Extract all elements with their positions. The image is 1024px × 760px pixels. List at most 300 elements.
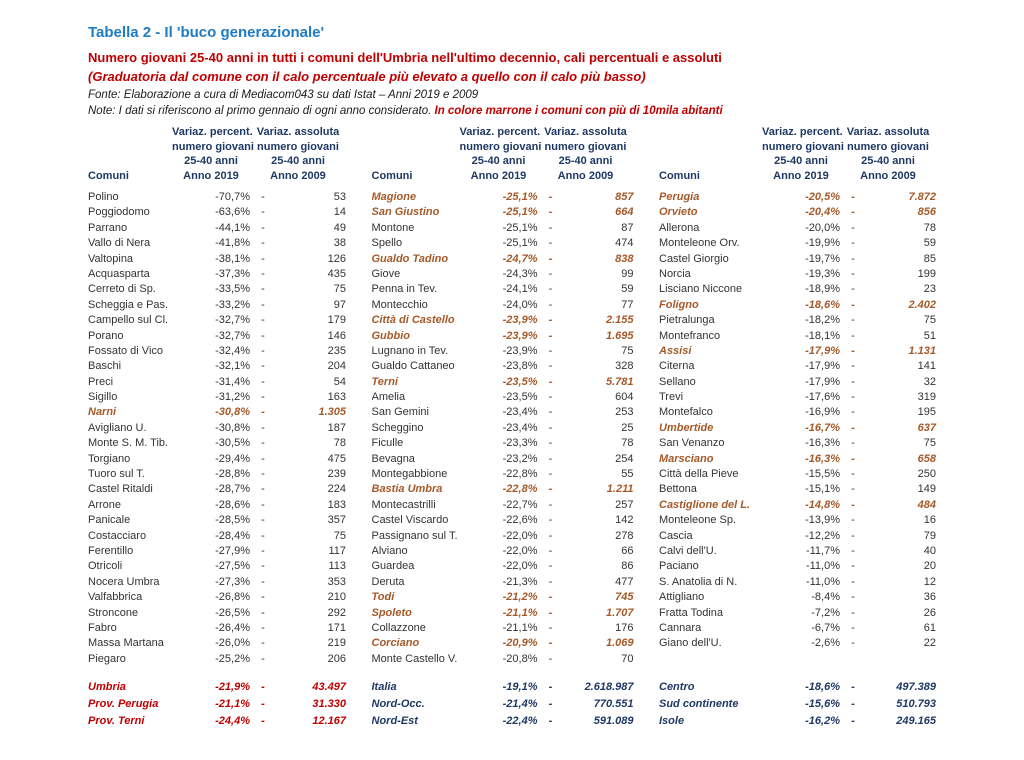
minus-sign: - — [261, 391, 265, 404]
variaz-percent-value: -15,1% — [805, 483, 840, 496]
variaz-percent-value: -11,0% — [805, 575, 840, 588]
comune-name: Monte Castello V. — [371, 652, 458, 665]
comune-name: Scheggia e Pas. — [88, 298, 169, 311]
table-row — [88, 513, 346, 528]
variaz-assoluta-value: 54 — [333, 375, 346, 388]
variaz-percent-value: -23,5% — [502, 391, 538, 404]
comune-name: Valfabbrica — [88, 591, 143, 604]
variaz-percent-value: -22,0% — [502, 529, 538, 542]
comuni-rows — [659, 190, 936, 668]
summary-rows — [659, 679, 936, 730]
minus-sign: - — [851, 514, 855, 527]
table-row — [372, 375, 634, 390]
comune-name: Polino — [88, 191, 119, 203]
minus-sign: - — [261, 283, 265, 296]
variaz-assoluta-value: 658 — [917, 452, 936, 465]
table-row — [372, 452, 634, 467]
comune-name: Sud continente — [659, 698, 739, 710]
minus-sign: - — [261, 267, 265, 280]
table-row — [372, 559, 634, 574]
variaz-assoluta-value: 23 — [923, 283, 936, 296]
comune-name: Monteleone Orv. — [659, 237, 740, 250]
comune-name: Magione — [371, 191, 417, 203]
variaz-assoluta-value: 59 — [923, 237, 936, 250]
table-row — [88, 375, 346, 390]
comune-name: Porano — [88, 329, 124, 342]
column-header-variaz-percent — [172, 125, 254, 183]
comune-name: Spoleto — [371, 606, 412, 619]
variaz-assoluta-value: 70 — [621, 652, 634, 665]
table-row — [372, 575, 634, 590]
header-line: 25-40 anni — [184, 155, 238, 167]
variaz-assoluta-value: 171 — [327, 621, 346, 634]
variaz-percent-value: -31,4% — [215, 375, 250, 388]
comune-name: Fossato di Vico — [88, 344, 164, 357]
variaz-assoluta-value: 1.305 — [318, 406, 346, 419]
table-row — [372, 298, 634, 313]
table-row — [372, 221, 634, 236]
variaz-assoluta-value: 7.872 — [908, 191, 936, 203]
variaz-assoluta-value: 22 — [923, 637, 936, 650]
minus-sign: - — [261, 406, 265, 419]
variaz-percent-value: -22,6% — [502, 514, 538, 527]
table-row — [659, 221, 936, 236]
header-line: Variaz. assoluta — [544, 126, 627, 138]
minus-sign: - — [851, 206, 855, 219]
table-row — [88, 452, 346, 467]
variaz-assoluta-value: 353 — [327, 575, 346, 588]
variaz-percent-value: -27,9% — [215, 544, 250, 557]
table-row — [88, 405, 346, 420]
variaz-assoluta-value: 195 — [917, 406, 936, 419]
table-row — [88, 482, 346, 497]
table-group-1 — [88, 125, 346, 730]
table-row — [659, 606, 936, 621]
header-line: Variaz. percent. — [762, 126, 843, 138]
variaz-assoluta-value: 497.389 — [896, 681, 936, 693]
variaz-percent-value: -23,2% — [502, 452, 538, 465]
minus-sign: - — [261, 621, 265, 634]
variaz-assoluta-value: 319 — [917, 391, 936, 404]
comune-name: Marsciano — [659, 452, 714, 465]
table-row — [659, 636, 936, 651]
header-line: 25-40 anni — [861, 155, 915, 167]
table-group-2 — [372, 125, 634, 730]
table-row — [88, 679, 346, 696]
minus-sign: - — [261, 421, 265, 434]
variaz-assoluta-value: 253 — [615, 406, 634, 419]
minus-sign: - — [851, 191, 855, 203]
minus-sign: - — [261, 206, 265, 219]
comune-name: Citerna — [659, 360, 695, 373]
comune-name: Avigliano U. — [88, 421, 147, 434]
table-row — [88, 652, 346, 667]
variaz-assoluta-value: 1.131 — [908, 344, 936, 357]
minus-sign: - — [548, 191, 553, 203]
minus-sign: - — [548, 529, 553, 542]
variaz-assoluta-value: 435 — [327, 267, 346, 280]
variaz-percent-value: -7,2% — [811, 606, 840, 619]
table-row — [372, 405, 634, 420]
variaz-percent-value: -31,2% — [215, 391, 250, 404]
comune-name: Piegaro — [88, 652, 126, 665]
variaz-assoluta-value: 1.695 — [605, 329, 634, 342]
minus-sign: - — [548, 575, 553, 588]
minus-sign: - — [548, 391, 553, 404]
comune-name: Corciano — [371, 637, 420, 650]
minus-sign: - — [851, 637, 855, 650]
comune-name: Spello — [371, 237, 403, 250]
comune-name: Massa Martana — [88, 637, 164, 650]
comune-name: Nord-Est — [371, 715, 418, 727]
comune-name: Monte S. M. Tib. — [88, 437, 169, 450]
comune-name: Città della Pieve — [659, 468, 739, 481]
variaz-assoluta-value: 25 — [621, 421, 634, 434]
variaz-percent-value: -11,0% — [805, 560, 840, 573]
table-row — [372, 436, 634, 451]
variaz-percent-value: -6,7% — [811, 621, 840, 634]
minus-sign: - — [261, 344, 265, 357]
variaz-percent-value: -32,7% — [215, 314, 250, 327]
comune-name: Alviano — [371, 544, 408, 557]
variaz-percent-value: -16,3% — [805, 452, 840, 465]
variaz-percent-value: -70,7% — [215, 191, 250, 203]
comune-name: Acquasparta — [88, 267, 150, 280]
comune-name: Calvi dell'U. — [659, 544, 717, 557]
minus-sign: - — [548, 452, 553, 465]
comune-name: Vallo di Nera — [88, 237, 151, 250]
comune-name: Fratta Todina — [659, 606, 724, 619]
variaz-assoluta-value: 141 — [917, 360, 936, 373]
table-row — [88, 421, 346, 436]
variaz-assoluta-value: 87 — [621, 221, 634, 234]
variaz-assoluta-value: 475 — [327, 452, 346, 465]
comune-name: Cerreto di Sp. — [88, 283, 156, 296]
minus-sign: - — [851, 375, 855, 388]
minus-sign: - — [851, 575, 855, 588]
table-row — [659, 713, 936, 730]
minus-sign: - — [261, 591, 265, 604]
table-row — [88, 221, 346, 236]
variaz-percent-value: -19,7% — [805, 252, 840, 265]
variaz-percent-value: -24,1% — [502, 283, 538, 296]
comune-name: Baschi — [88, 360, 122, 373]
minus-sign: - — [851, 360, 855, 373]
variaz-percent-value: -8,4% — [811, 591, 840, 604]
variaz-percent-value: -44,1% — [215, 221, 250, 234]
variaz-assoluta-value: 16 — [923, 514, 936, 527]
minus-sign: - — [548, 267, 553, 280]
variaz-percent-value: -13,9% — [805, 514, 840, 527]
variaz-assoluta-value: 12.167 — [312, 715, 346, 727]
minus-sign: - — [851, 267, 855, 280]
minus-sign: - — [851, 468, 855, 481]
column-header-comuni: Comuni — [659, 169, 700, 182]
header-line: Anno 2019 — [773, 169, 829, 182]
comune-name: Trevi — [659, 391, 684, 404]
comune-name: Todi — [371, 591, 395, 604]
table-row — [88, 298, 346, 313]
minus-sign: - — [548, 221, 553, 234]
minus-sign: - — [851, 529, 855, 542]
minus-sign: - — [851, 606, 855, 619]
variaz-percent-value: -21,9% — [215, 681, 250, 693]
variaz-percent-value: -24,7% — [502, 252, 538, 265]
variaz-assoluta-value: 219 — [327, 637, 346, 650]
column-header-variaz-assoluta — [538, 125, 634, 183]
table-row — [659, 467, 936, 482]
comune-name: Giano dell'U. — [659, 637, 722, 650]
table-row — [372, 252, 634, 267]
minus-sign: - — [548, 406, 553, 419]
minus-sign: - — [261, 575, 265, 588]
variaz-percent-value: -25,1% — [502, 237, 538, 250]
variaz-assoluta-value: 250 — [917, 468, 936, 481]
comune-name: Montecchio — [371, 298, 428, 311]
minus-sign: - — [851, 221, 855, 234]
variaz-assoluta-value: 745 — [615, 591, 634, 604]
variaz-percent-value: -32,4% — [215, 344, 250, 357]
variaz-percent-value: -15,6% — [805, 698, 840, 710]
minus-sign: - — [548, 360, 553, 373]
variaz-assoluta-value: 40 — [923, 544, 936, 557]
comune-name: Montefalco — [659, 406, 713, 419]
variaz-percent-value: -33,2% — [215, 298, 250, 311]
comune-name: Narni — [88, 406, 117, 419]
comune-name: Perugia — [659, 191, 700, 203]
variaz-assoluta-value: 12 — [923, 575, 936, 588]
variaz-assoluta-value: 856 — [917, 206, 936, 219]
variaz-assoluta-value: 210 — [327, 591, 346, 604]
column-header-comuni: Comuni — [371, 169, 413, 182]
summary-rows — [88, 679, 346, 730]
variaz-percent-value: -18,6% — [805, 298, 840, 311]
minus-sign: - — [261, 237, 265, 250]
variaz-assoluta-value: 257 — [615, 498, 634, 511]
comune-name: Prov. Perugia — [88, 698, 159, 710]
table-row — [88, 529, 346, 544]
variaz-percent-value: -22,0% — [502, 544, 538, 557]
variaz-percent-value: -17,6% — [805, 391, 840, 404]
table-row — [88, 713, 346, 730]
variaz-percent-value: -30,5% — [215, 437, 250, 450]
table-row — [372, 205, 634, 220]
comune-name: Norcia — [659, 267, 691, 280]
variaz-percent-value: -23,4% — [502, 406, 538, 419]
comune-name: Campello sul Cl. — [88, 314, 169, 327]
minus-sign: - — [261, 514, 265, 527]
variaz-percent-value: -19,9% — [805, 237, 840, 250]
header-line: Variaz. percent. — [172, 126, 253, 138]
header-line: Anno 2009 — [557, 169, 614, 182]
variaz-percent-value: -19,1% — [502, 681, 538, 693]
minus-sign: - — [261, 560, 265, 573]
variaz-percent-value: -16,3% — [805, 437, 840, 450]
column-headers — [88, 125, 346, 183]
variaz-assoluta-value: 61 — [923, 621, 936, 634]
comune-name: Deruta — [371, 575, 405, 588]
table-row — [659, 498, 936, 513]
minus-sign: - — [548, 468, 553, 481]
variaz-percent-value: -21,3% — [502, 575, 538, 588]
variaz-percent-value: -17,9% — [805, 360, 840, 373]
table-row — [659, 375, 936, 390]
minus-sign: - — [548, 498, 553, 511]
minus-sign: - — [548, 514, 553, 527]
column-header-variaz-assoluta — [840, 125, 936, 183]
comune-name: Italia — [371, 681, 397, 693]
comune-name: San Giustino — [371, 206, 440, 219]
minus-sign: - — [548, 237, 553, 250]
table-row — [372, 482, 634, 497]
variaz-percent-value: -22,8% — [502, 468, 538, 481]
comune-name: Guardea — [371, 560, 415, 573]
table-row — [659, 190, 936, 205]
variaz-percent-value: -24,4% — [215, 715, 250, 727]
variaz-assoluta-value: 224 — [327, 483, 346, 496]
variaz-percent-value: -2,6% — [811, 637, 840, 650]
variaz-assoluta-value: 1.211 — [606, 483, 634, 496]
table-row — [88, 313, 346, 328]
minus-sign: - — [851, 544, 855, 557]
variaz-percent-value: -20,8% — [502, 652, 538, 665]
minus-sign: - — [261, 529, 265, 542]
variaz-assoluta-value: 26 — [923, 606, 936, 619]
header-line: Anno 2009 — [860, 169, 916, 182]
comune-name: Sellano — [659, 375, 696, 388]
table-row — [88, 436, 346, 451]
table-row — [372, 636, 634, 651]
comune-name: Penna in Tev. — [371, 283, 438, 296]
data-note — [88, 105, 936, 117]
comune-name: Preci — [88, 375, 114, 388]
variaz-assoluta-value: 477 — [615, 575, 634, 588]
table-row — [88, 575, 346, 590]
minus-sign: - — [851, 498, 855, 511]
comuni-rows — [88, 190, 346, 668]
summary-rows — [372, 679, 634, 730]
minus-sign: - — [851, 406, 855, 419]
table-row — [372, 329, 634, 344]
variaz-percent-value: -63,6% — [215, 206, 250, 219]
table-row — [88, 559, 346, 574]
variaz-assoluta-value: 249.165 — [896, 715, 936, 727]
variaz-assoluta-value: 5.781 — [605, 375, 634, 388]
variaz-percent-value: -18,1% — [805, 329, 840, 342]
comune-name: Gualdo Tadino — [371, 252, 449, 265]
minus-sign: - — [851, 452, 855, 465]
comune-name: Monteleone Sp. — [659, 514, 737, 527]
minus-sign: - — [548, 283, 553, 296]
minus-sign: - — [548, 298, 553, 311]
minus-sign: - — [851, 483, 855, 496]
variaz-percent-value: -37,3% — [215, 267, 250, 280]
variaz-percent-value: -18,9% — [805, 283, 840, 296]
table-row — [372, 421, 634, 436]
minus-sign: - — [261, 360, 265, 373]
variaz-percent-value: -32,7% — [215, 329, 250, 342]
minus-sign: - — [261, 681, 265, 693]
variaz-assoluta-value: 14 — [333, 206, 346, 219]
comune-name: Montecastrilli — [371, 498, 436, 511]
minus-sign: - — [548, 560, 553, 573]
minus-sign: - — [548, 715, 553, 727]
comune-name: Castel Ritaldi — [88, 483, 153, 496]
table-row — [372, 652, 634, 667]
table-row — [372, 590, 634, 605]
variaz-percent-value: -28,4% — [215, 529, 250, 542]
variaz-assoluta-value: 142 — [615, 514, 634, 527]
table-row — [372, 606, 634, 621]
variaz-percent-value: -20,9% — [502, 637, 538, 650]
minus-sign: - — [548, 621, 553, 634]
minus-sign: - — [548, 681, 553, 693]
table-row — [88, 329, 346, 344]
table-row — [372, 529, 634, 544]
variaz-assoluta-value: 99 — [621, 267, 634, 280]
comune-name: Panicale — [88, 514, 131, 527]
minus-sign: - — [261, 252, 265, 265]
table-row — [372, 544, 634, 559]
minus-sign: - — [261, 468, 265, 481]
table-row — [372, 282, 634, 297]
comune-name: Centro — [659, 681, 695, 693]
variaz-assoluta-value: 204 — [327, 360, 346, 373]
table-row — [372, 313, 634, 328]
variaz-percent-value: -11,7% — [805, 544, 840, 557]
variaz-assoluta-value: 235 — [327, 344, 346, 357]
comuni-rows — [372, 190, 634, 668]
minus-sign: - — [851, 237, 855, 250]
comune-name: Valtopina — [88, 252, 134, 265]
column-headers — [372, 125, 634, 183]
table-row — [372, 267, 634, 282]
minus-sign: - — [548, 483, 553, 496]
variaz-assoluta-value: 20 — [923, 560, 936, 573]
minus-sign: - — [261, 483, 265, 496]
variaz-assoluta-value: 77 — [621, 298, 634, 311]
minus-sign: - — [261, 544, 265, 557]
comune-name: Cannara — [659, 621, 702, 634]
variaz-assoluta-value: 591.089 — [593, 715, 634, 727]
table-row — [659, 696, 936, 713]
minus-sign: - — [851, 329, 855, 342]
variaz-assoluta-value: 1.707 — [605, 606, 634, 619]
variaz-percent-value: -38,1% — [215, 252, 250, 265]
minus-sign: - — [261, 191, 265, 203]
table-row — [659, 482, 936, 497]
comune-name: Orvieto — [659, 206, 698, 219]
variaz-percent-value: -20,4% — [805, 206, 840, 219]
minus-sign: - — [851, 314, 855, 327]
variaz-percent-value: -21,4% — [502, 698, 538, 710]
minus-sign: - — [548, 606, 553, 619]
variaz-assoluta-value: 117 — [328, 544, 346, 557]
comune-name: Scheggino — [371, 421, 424, 434]
comune-name: Paciano — [659, 560, 699, 573]
comune-name: Gualdo Cattaneo — [371, 360, 455, 373]
variaz-percent-value: -25,1% — [502, 206, 538, 219]
variaz-percent-value: -28,6% — [215, 498, 250, 511]
table-row — [372, 713, 634, 730]
comune-name: Isole — [659, 715, 685, 727]
variaz-assoluta-value: 53 — [333, 191, 346, 203]
table-row — [659, 621, 936, 636]
comune-name: Torgiano — [88, 452, 131, 465]
header-line: Variaz. assoluta — [846, 126, 930, 138]
variaz-percent-value: -22,4% — [502, 715, 538, 727]
table-row — [659, 529, 936, 544]
